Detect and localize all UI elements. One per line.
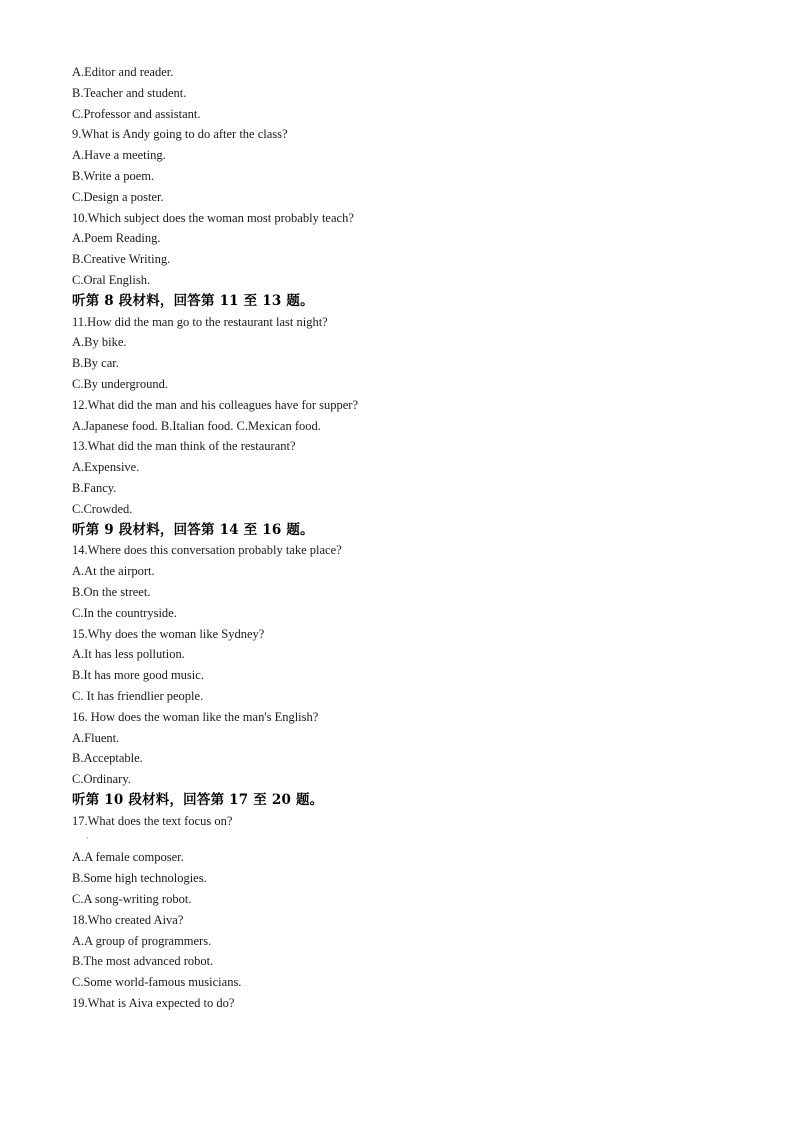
answer-option: C.By underground. — [72, 376, 168, 391]
answer-option: A.Poem Reading. — [72, 231, 161, 246]
answer-option: A.Japanese food. B.Italian food. C.Mexican food. — [72, 418, 321, 433]
answer-option: C.A song-writing robot. — [72, 892, 192, 907]
question-text: 16. How does the woman like the man's English? — [72, 709, 319, 724]
answer-option: B.Write a poem. — [72, 168, 155, 183]
question-text: 9.What is Andy going to do after the class? — [72, 127, 288, 142]
answer-option: C.Professor and assistant. — [72, 106, 201, 121]
stray-mark: · — [86, 834, 89, 844]
section-heading: 听第 10 段材料，回答第 17 至 20 题。 — [72, 791, 324, 808]
answer-option: A.It has less pollution. — [72, 647, 185, 662]
question-text: 18.Who created Aiva? — [72, 912, 184, 927]
answer-option: B.Teacher and student. — [72, 85, 187, 100]
question-text: 14.Where does this conversation probably take place? — [72, 543, 342, 558]
question-text: 13.What did the man think of the restaurant? — [72, 439, 296, 454]
answer-option: A.A female composer. — [72, 850, 184, 865]
answer-option: A.Have a meeting. — [72, 148, 166, 163]
answer-option: C.Design a poster. — [72, 189, 164, 204]
exam-text-block — [72, 62, 752, 1014]
answer-option: A.By bike. — [72, 335, 127, 350]
answer-option: B.Acceptable. — [72, 751, 143, 766]
answer-option: A.At the airport. — [72, 564, 155, 579]
answer-option: B.Fancy. — [72, 480, 117, 495]
answer-option: A.Editor and reader. — [72, 65, 174, 79]
answer-option: C. It has friendlier people. — [72, 688, 204, 703]
answer-option: B.Some high technologies. — [72, 871, 207, 886]
answer-option: A.Expensive. — [72, 460, 140, 475]
question-text: 19.What is Aiva expected to do? — [72, 996, 235, 1011]
answer-option: C.In the countryside. — [72, 605, 177, 620]
answer-option: B.By car. — [72, 356, 119, 371]
answer-option: C.Ordinary. — [72, 772, 131, 787]
answer-option: B.It has more good music. — [72, 668, 204, 683]
answer-option: B.On the street. — [72, 584, 151, 599]
answer-option: C.Some world-famous musicians. — [72, 975, 242, 990]
section-heading: 听第 8 段材料，回答第 11 至 13 题。 — [72, 292, 314, 309]
section-heading: 听第 9 段材料，回答第 14 至 16 题。 — [72, 521, 314, 538]
question-text: 11.How did the man go to the restaurant last night? — [72, 314, 328, 329]
question-text: 17.What does the text focus on? — [72, 813, 233, 828]
question-text: 15.Why does the woman like Sydney? — [72, 626, 265, 641]
answer-option: C.Crowded. — [72, 501, 133, 516]
answer-option: A.A group of programmers. — [72, 933, 212, 948]
question-text: 10.Which subject does the woman most probably teach? — [72, 210, 354, 225]
answer-option: B.Creative Writing. — [72, 252, 171, 267]
question-text: 12.What did the man and his colleagues have for supper? — [72, 397, 359, 412]
answer-option: B.The most advanced robot. — [72, 954, 214, 969]
answer-option: A.Fluent. — [72, 730, 120, 745]
answer-option: C.Oral English. — [72, 272, 151, 287]
